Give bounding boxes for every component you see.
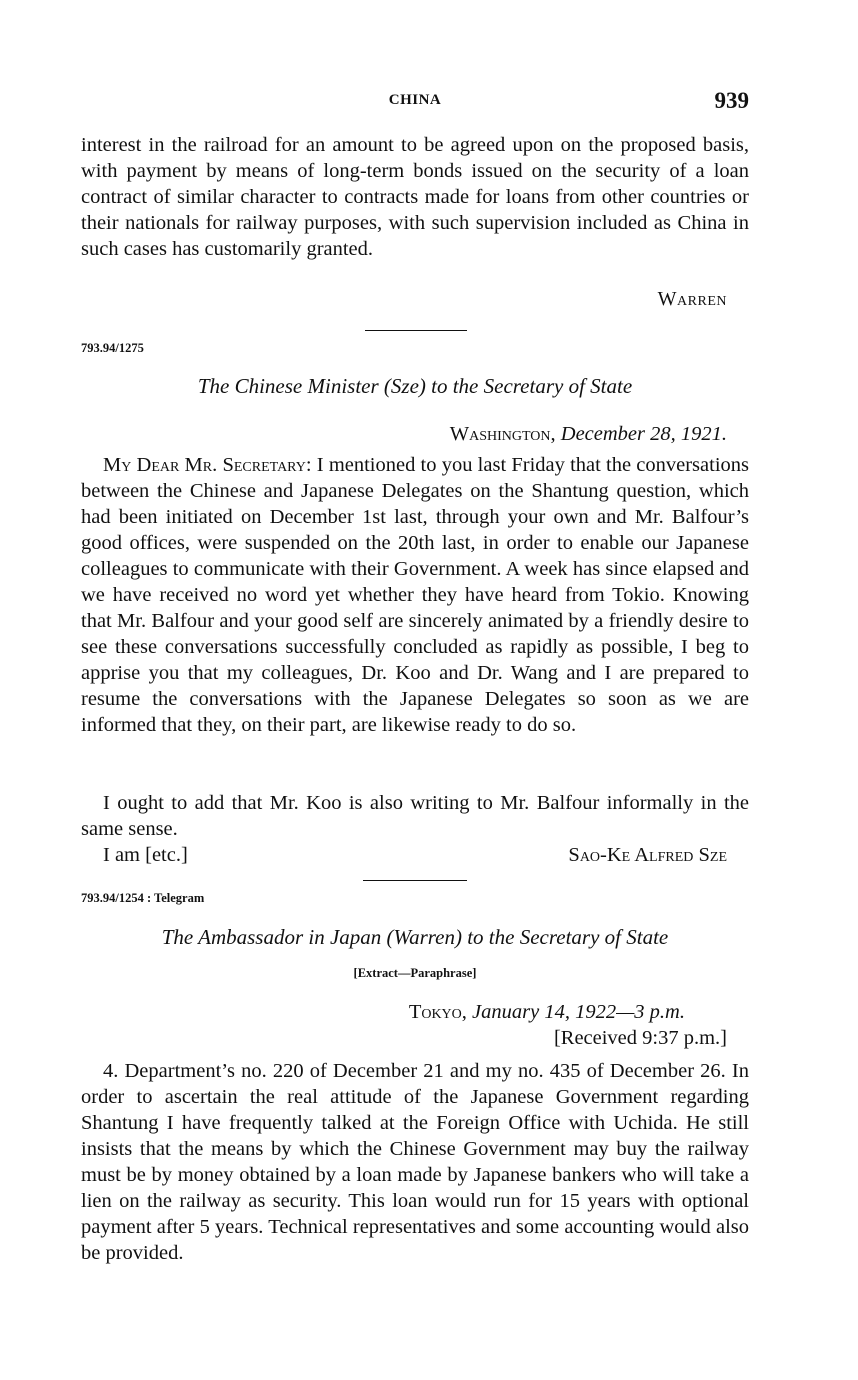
- received-time: [Received 9:37 p.m.]: [553, 1027, 727, 1049]
- salutation: My Dear Mr. Secretary:: [103, 454, 312, 476]
- file-number-2: 793.94/1254 : Telegram: [81, 891, 205, 905]
- dateline-place-1: Washington,: [449, 423, 556, 445]
- dateline-place-2: Tokyo,: [408, 1001, 467, 1023]
- letter-paragraph-1: [81, 452, 749, 738]
- signature-warren: Warren: [657, 288, 727, 310]
- extract-note: [Extract—Paraphrase]: [353, 966, 477, 980]
- section-divider: [363, 880, 467, 881]
- document-title-1: The Chinese Minister (Sze) to the Secretary of State: [197, 374, 633, 398]
- letter-paragraph-2: I ought to add that Mr. Koo is also writing to Mr. Balfour informally in the same sense.: [81, 792, 749, 840]
- closing: I am [etc.]: [103, 844, 188, 866]
- section-divider: [365, 330, 467, 331]
- signature-sze: Sao-Ke Alfred Sze: [568, 844, 727, 866]
- continuation-paragraph: interest in the railroad for an amount to be agreed upon on the proposed basis, with payment by means of long-term bonds issued on the security of a loan contract of similar character to contracts made for loans from other countries or their nationals for railway purposes, with such supervision included as China in such cases has customarily granted.: [81, 134, 749, 260]
- dateline-2: [409, 1001, 685, 1024]
- telegram-paragraph-1: 4. Department’s no. 220 of December 21 and my no. 435 of December 26. In order to ascertain the real attitude of the Japanese Government regarding Shantung I have frequently talked at the Foreign Office with Uchida. He still insists that the means by which the Chinese Government may buy the railway must be by money obtained by a loan made by Japanese bankers who will take a lien on the railway as security. This loan would run for 15 years with optional payment after 5 years. Technical representatives and some accounting would also be provided.: [81, 1060, 749, 1264]
- running-head: [81, 90, 749, 120]
- file-number-1: 793.94/1275: [81, 341, 144, 355]
- dateline-1: [450, 423, 727, 446]
- document-title-2: The Ambassador in Japan (Warren) to the Secretary of State: [161, 925, 669, 949]
- page-number: 939: [714, 88, 749, 113]
- dateline-date-1: December 28, 1921.: [560, 423, 727, 445]
- running-title: CHINA: [388, 92, 442, 108]
- dateline-date-2: January 14, 1922—3 p.m.: [472, 1001, 685, 1023]
- letter-body-1: I mentioned to you last Friday that the conversations between the Chinese and Japanese Delegates on the Shantung question, which had been initiated on December 1st last, through your own and Mr. Balfour’s good offices, were suspended on the 20th last, in order to enable our Japanese colleagues to communicate with their Government. A week has since elapsed and we have received no word yet whether they have heard from Tokio. Knowing that Mr. Balfour and your good self are sincerely animated by a friendly desire to see these conversations successfully concluded as rapidly as possible, I beg to apprise you that my colleagues, Dr. Koo and Dr. Wang and I are prepared to resume the conversations with the Japanese Delegates so soon as we are informed that they, on their part, are likewise ready to do so.: [81, 454, 749, 736]
